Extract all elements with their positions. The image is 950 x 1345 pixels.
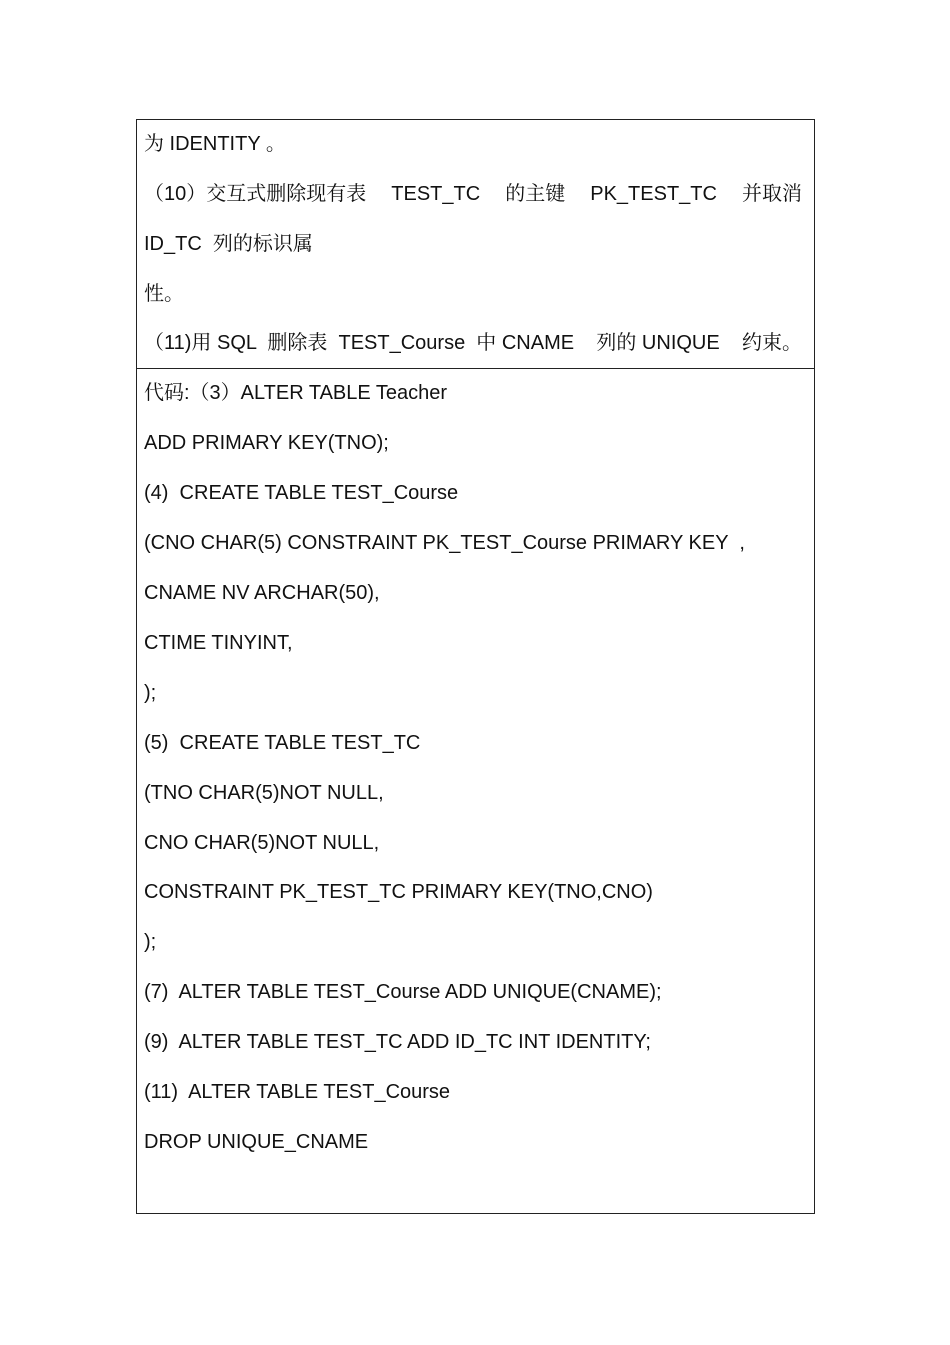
code-line: (CNO CHAR(5) CONSTRAINT PK_TEST_Course PRIMARY KEY , xyxy=(144,532,745,554)
code-line: CONSTRAINT PK_TEST_TC PRIMARY KEY(TNO,CNO) xyxy=(144,881,653,903)
task-item-11 xyxy=(144,331,802,355)
task-item-10-part: PK_TEST_TC xyxy=(590,183,717,205)
code-line: CNAME NV ARCHAR(50), xyxy=(144,582,380,604)
task-item-10 xyxy=(144,182,802,206)
code-line: ); xyxy=(144,931,157,953)
document-table xyxy=(136,119,815,1214)
code-line: (7) ALTER TABLE TEST_Course ADD UNIQUE(CNAME); xyxy=(144,981,662,1003)
code-line: ); xyxy=(144,682,157,704)
code-line: CTIME TINYINT, xyxy=(144,632,293,654)
task-item-11-part: 列的 UNIQUE xyxy=(596,332,720,354)
task-item-10-part: 的主键 xyxy=(505,183,566,205)
code-line: ADD PRIMARY KEY(TNO); xyxy=(144,432,389,454)
task-item-10-part: TEST_TC xyxy=(391,183,481,205)
code-line: (4) CREATE TABLE TEST_Course xyxy=(144,482,459,504)
code-line: CNO CHAR(5)NOT NULL, xyxy=(144,832,380,854)
code-line: (TNO CHAR(5)NOT NULL, xyxy=(144,782,384,804)
code-line: (11) ALTER TABLE TEST_Course xyxy=(144,1081,451,1103)
task-item-10-part: （10）交互式删除现有表 xyxy=(144,183,367,205)
task-item-11-part: （11)用 SQL 删除表 TEST_Course 中 CNAME xyxy=(144,332,575,354)
code-line: (9) ALTER TABLE TEST_TC ADD ID_TC INT IDENTITY; xyxy=(144,1031,651,1053)
code-line: 代码:（3）ALTER TABLE Teacher xyxy=(144,382,448,404)
task-item-11-part: 约束。 xyxy=(742,332,802,354)
task-item-10-part: 并取消 xyxy=(741,183,802,205)
task-item-10-continued: ID_TC 列的标识属 xyxy=(144,233,313,255)
task-item-10-end: 性。 xyxy=(144,283,184,305)
code-cell xyxy=(137,369,814,1213)
code-line: DROP UNIQUE_CNAME xyxy=(144,1131,369,1153)
code-line: (5) CREATE TABLE TEST_TC xyxy=(144,732,421,754)
task-description-cell xyxy=(137,120,814,369)
task-line-identity: 为 IDENTITY 。 xyxy=(144,133,286,155)
